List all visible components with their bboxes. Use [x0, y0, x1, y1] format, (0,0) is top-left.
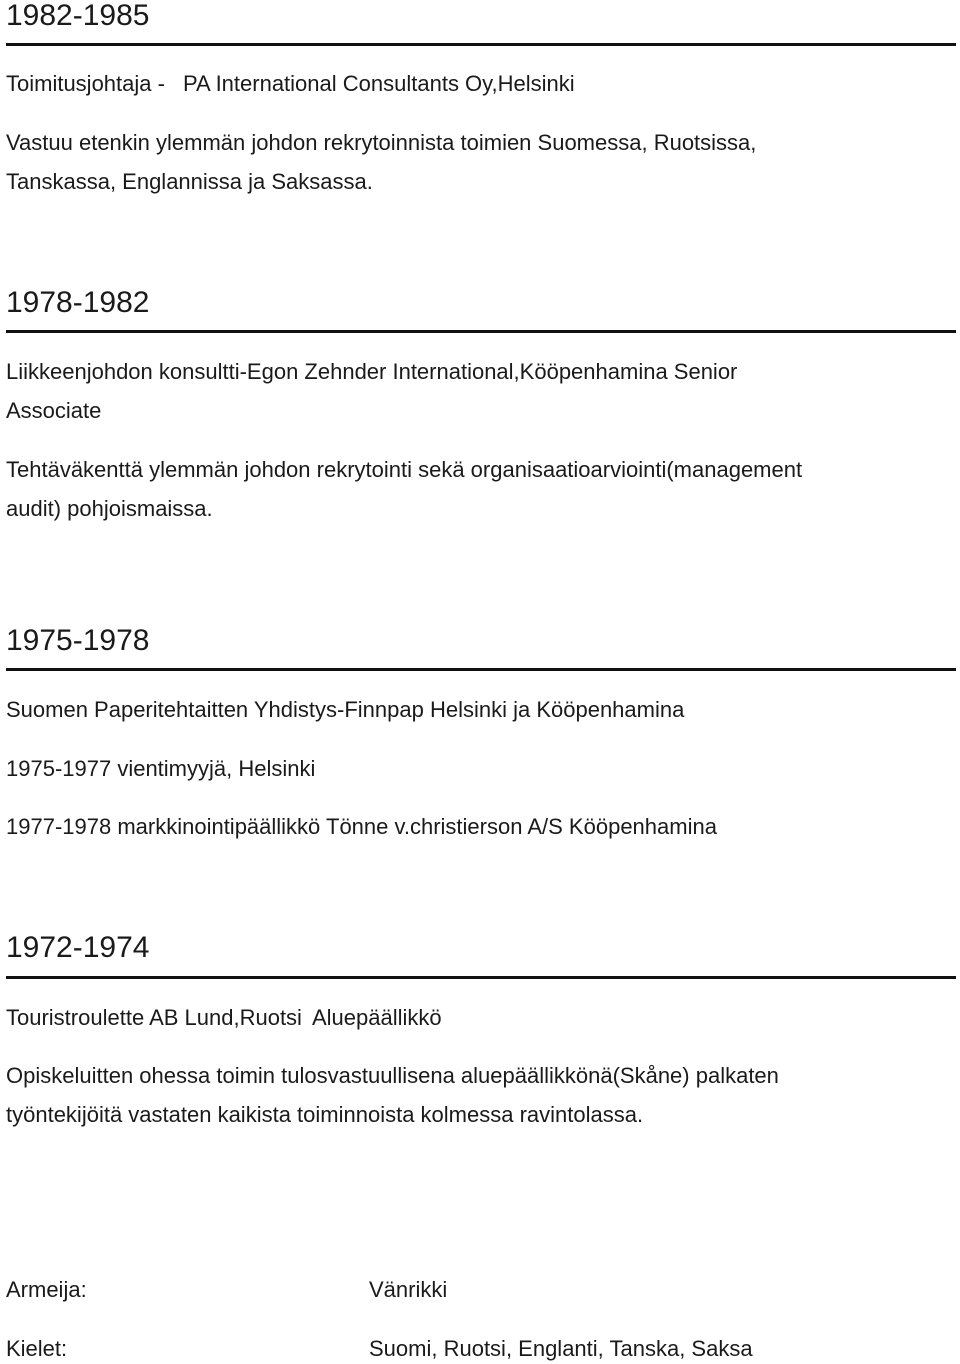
job-employer: PA International Consultants Oy,Helsinki [182, 71, 575, 96]
job-role: Toimitusjohtaja - [6, 71, 165, 96]
languages-value: Suomi, Ruotsi, Englanti, Tanska, Saksa [369, 1336, 753, 1361]
job-role: Aluepäällikkö [311, 1005, 442, 1030]
section-divider [6, 668, 956, 671]
military-value: Vänrikki [369, 1277, 448, 1302]
section-period: 1978-1982 [6, 286, 150, 319]
military-label: Armeija: [6, 1277, 87, 1302]
job-description-line: Tanskassa, Englannissa ja Saksassa. [6, 169, 373, 194]
section-divider [6, 43, 956, 46]
job-title-line [6, 71, 575, 97]
languages-label: Kielet: [6, 1336, 68, 1361]
section-period: 1975-1978 [6, 624, 150, 657]
section-divider [6, 330, 956, 333]
job-description-line: Vastuu etenkin ylemmän johdon rekrytoinnista toimien Suomessa, Ruotsissa, [6, 130, 757, 155]
job-employer: Touristroulette AB Lund,Ruotsi [6, 1005, 302, 1030]
job-title-line: Associate [6, 398, 102, 423]
job-description-line: audit) pohjoismaissa. [6, 496, 213, 521]
section-period: 1982-1985 [6, 0, 150, 32]
job-description-line: Tehtäväkenttä ylemmän johdon rekrytointi sekä organisaatioarviointi(management [6, 457, 803, 482]
job-title-line [6, 1005, 442, 1031]
job-title-line: Suomen Paperitehtaitten Yhdistys-Finnpap Helsinki ja Kööpenhamina [6, 697, 685, 722]
job-detail-line: 1975-1977 vientimyyjä, Helsinki [6, 756, 316, 781]
job-description-line: työntekijöitä vastaten kaikista toiminnoista kolmessa ravintolassa. [6, 1102, 644, 1127]
job-detail-line: 1977-1978 markkinointipäällikkö Tönne v.christierson A/S Kööpenhamina [6, 814, 717, 839]
job-description-line: Opiskeluitten ohessa toimin tulosvastuullisena aluepäällikkönä(Skåne) palkaten [6, 1063, 779, 1088]
section-divider [6, 976, 956, 979]
section-period: 1972-1974 [6, 931, 150, 964]
job-title-line: Liikkeenjohdon konsultti-Egon Zehnder International,Kööpenhamina Senior [6, 359, 738, 384]
